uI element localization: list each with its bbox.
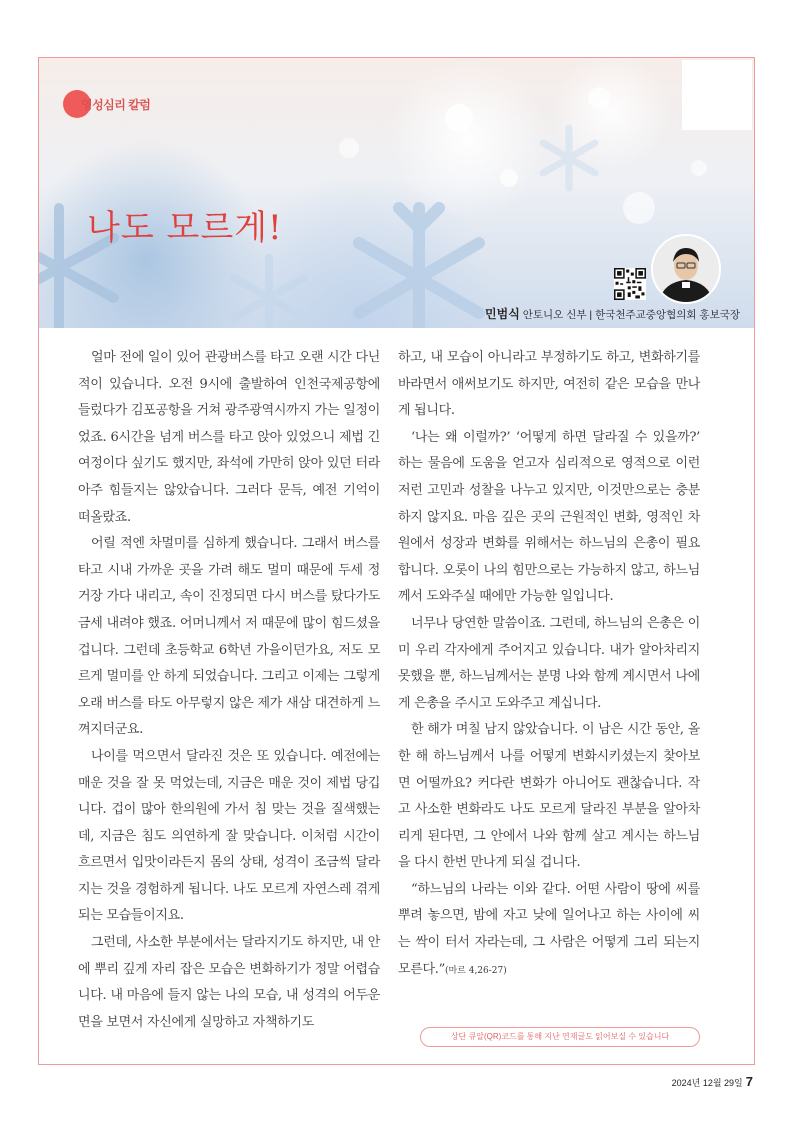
column-tag: 영성심리 칼럼 bbox=[81, 98, 151, 112]
paragraph: 하고, 내 모습이 아니라고 부정하기도 하고, 변화하기를 바라면서 애써보기도 하지만, 여전히 같은 모습을 만나게 됩니다. bbox=[398, 350, 700, 419]
article-title: 나도 모르게! bbox=[87, 208, 283, 248]
page-number: 7 bbox=[745, 1074, 753, 1089]
quote-text: “하느님의 나라는 이와 같다. 어떤 사람이 땅에 씨를 뿌려 놓으면, 밤에 자고 낮에 일어나고 하는 사이에 씨는 싹이 터서 자라는데, 그 사람은 어떻게 그리 되는지 모른다.” bbox=[398, 881, 700, 977]
column-right bbox=[398, 345, 700, 984]
qr-code-icon[interactable] bbox=[614, 268, 646, 300]
author-role: 안토니오 신부 bbox=[519, 309, 590, 321]
paragraph: 어릴 적엔 차멀미를 심하게 했습니다. 그래서 버스를 타고 시내 가까운 곳을 가려 해도 멀미 때문에 두세 정거장 가다 내리고, 속이 진정되면 다시 버스를 탔다가도 금세 내려야 했죠. 어머니께서 저 때문에 많이 힘드셨을 겁니다. 그런데 초등학교 6학년 가을이던가요, 저도 모르게 멀미를 안 하게 되었습니다. 그리고 이제는 그렇게 오래 버스를 타도 아무렇지 않은 제가 새삼 대견하게 느껴지더군요. bbox=[78, 536, 380, 738]
author-photo bbox=[651, 234, 721, 304]
author-byline bbox=[485, 305, 740, 322]
paragraph: 너무나 당연한 말씀이죠. 그런데, 하느님의 은총은 이미 우리 각자에게 주어지고 있습니다. 내가 알아차리지 못했을 뿐, 하느님께서는 분명 나와 함께 계시면서 나에게 은총을 주시고 도와주고 계십니다. bbox=[398, 615, 700, 711]
paragraph: 그런데, 사소한 부분에서는 달라지기도 하지만, 내 안에 뿌리 깊게 자리 잡은 모습은 변화하기가 정말 어렵습니다. 내 마음에 들지 않는 나의 모습, 내 성격의 어두운 면을 보면서 자신에게 실망하고 자책하기도 bbox=[78, 935, 380, 1030]
qr-notice: 상단 큐알(QR)코드를 통해 지난 연재글도 읽어보실 수 있습니다 bbox=[420, 1027, 700, 1047]
bible-quote bbox=[398, 877, 700, 984]
quote-citation: (마르 4,26-27) bbox=[444, 965, 507, 976]
paragraph: ‘나는 왜 이럴까?’ ‘어떻게 하면 달라질 수 있을까?’ 하는 물음에 도움을 얻고자 심리적으로 영적으로 이런저런 고민과 성찰을 나누고 있지만, 이것만으로는 충분하지 않지요. 마음 깊은 곳의 근원적인 변화, 영적인 차원에서 성장과 변화를 위해서는 하느님의 은총이 필요합니다. 오롯이 나의 힘만으로는 가능하지 않고, 하느님께서 도와주실 때에만 가능한 일입니다. bbox=[398, 429, 700, 605]
paragraph: 한 해가 며칠 남지 않았습니다. 이 남은 시간 동안, 올 한 해 하느님께서 나를 어떻게 변화시키셨는지 찾아보면 어떨까요? 커다란 변화가 아니어도 괜찮습니다. 작고 사소한 변화라도 나도 모르게 달라진 부분을 알아차리게 된다면, 그 안에서 나와 함께 살고 계시는 하느님을 다시 한번 만나게 되실 겁니다. bbox=[398, 722, 700, 871]
column-left bbox=[78, 345, 380, 1036]
author-organization: 한국천주교중앙협의회 홍보국장 bbox=[592, 309, 740, 321]
paragraph: 나이를 먹으면서 달라진 것은 또 있습니다. 예전에는 매운 것을 잘 못 먹었는데, 지금은 매운 것이 제법 당깁니다. 겁이 많아 한의원에 가서 침 맞는 것을 질색했는데, 지금은 침도 의연하게 잘 맞습니다. 이처럼 시간이 흐르면서 입맛이라든지 몸의 상태, 성격이 조금씩 달라지는 것을 경험하게 됩니다. 나도 모르게 자연스레 겪게 되는 모습들이지요. bbox=[78, 748, 380, 924]
issue-date: 2024년 12월 29일 bbox=[671, 1078, 743, 1088]
page-footer bbox=[672, 1074, 753, 1089]
byline-separator: | bbox=[589, 309, 593, 321]
column-header bbox=[39, 58, 754, 328]
paragraph: 얼마 전에 일이 있어 관광버스를 타고 오랜 시간 다닌 적이 있습니다. 오전 9시에 출발하여 인천국제공항에 들렀다가 김포공항을 거쳐 광주광역시까지 가는 일정이었죠. 6시간을 넘게 버스를 타고 앉아 있었으니 제법 긴 여정이다 싶기도 했지만, 좌석에 가만히 앉아 있던 터라 아주 힘들지는 않았습니다. 그러다 문득, 예전 기억이 떠올랐죠. bbox=[78, 350, 380, 525]
author-name: 민범식 bbox=[485, 307, 520, 321]
blank-corner bbox=[682, 60, 752, 130]
